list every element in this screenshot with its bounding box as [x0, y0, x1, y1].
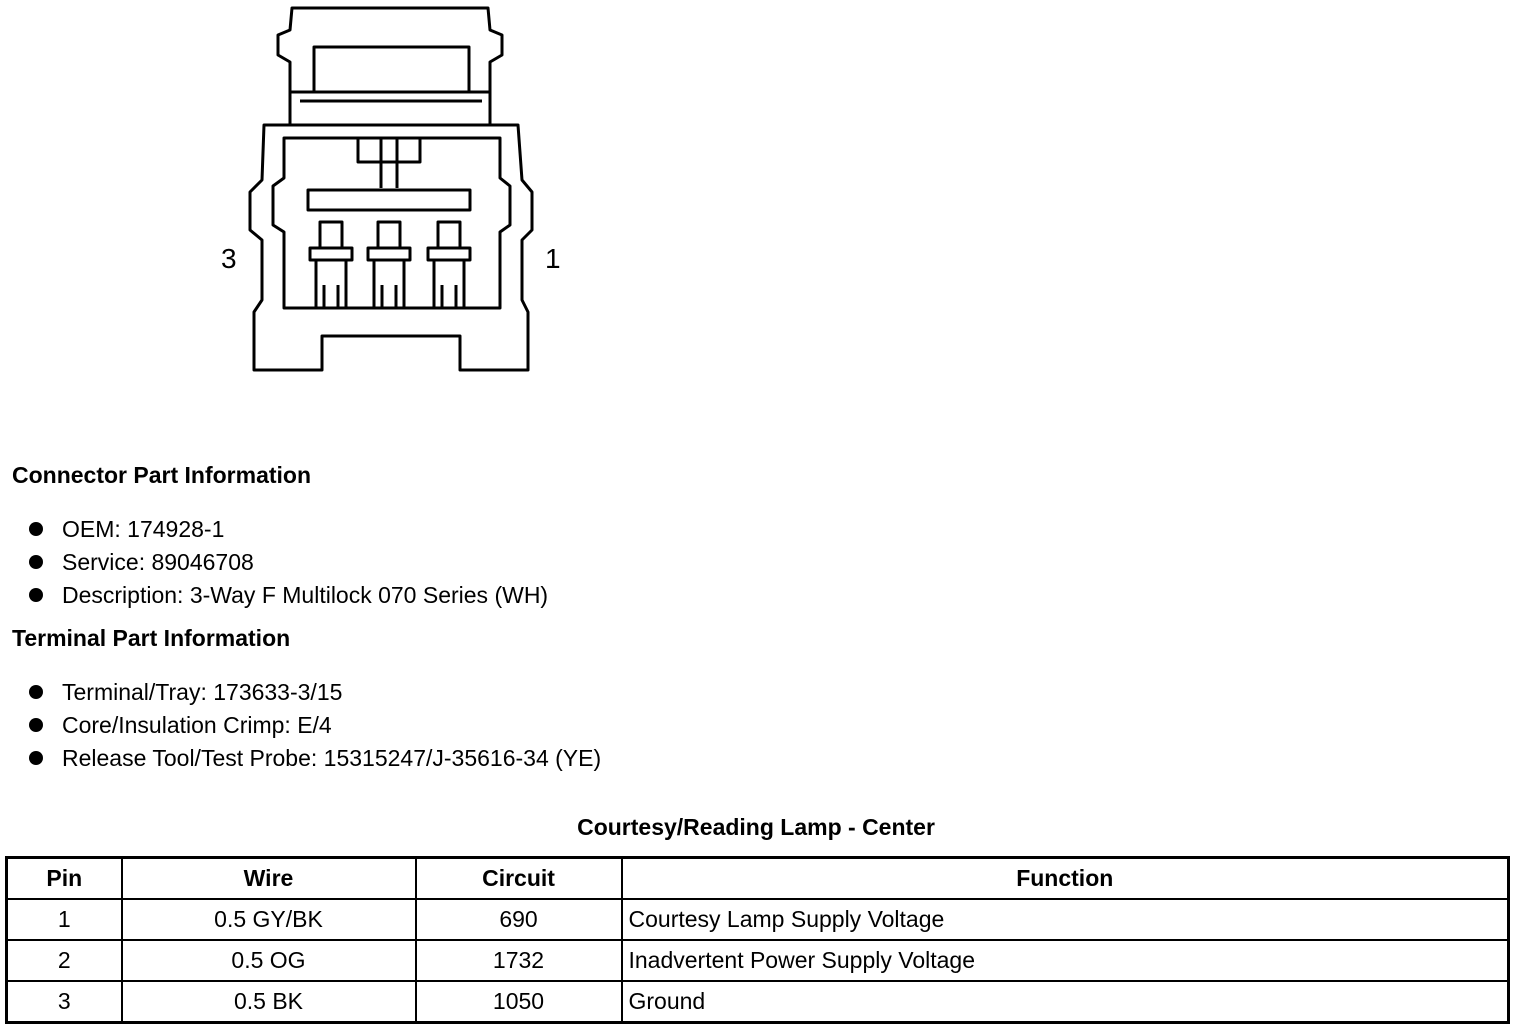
- table-header-row: [7, 858, 1509, 900]
- bullet-icon: [29, 588, 43, 602]
- connector-info-list: [28, 513, 548, 612]
- cell-pin: 2: [7, 940, 122, 981]
- latch-window: [314, 47, 469, 92]
- list-item-text: Terminal/Tray: 173633-3/15: [62, 679, 343, 705]
- list-item-text: OEM: 174928-1: [62, 516, 225, 542]
- cell-pin: 3: [7, 981, 122, 1023]
- table-row: [7, 940, 1509, 981]
- connector-diagram: [0, 0, 620, 400]
- terminal-info-list: [28, 676, 601, 775]
- list-item-text: Description: 3-Way F Multilock 070 Series (WH): [62, 582, 549, 608]
- table-title: Courtesy/Reading Lamp - Center: [577, 814, 935, 840]
- list-item: [28, 709, 601, 742]
- header-function: Function: [622, 858, 1509, 900]
- cell-function: Inadvertent Power Supply Voltage: [622, 940, 1509, 981]
- list-item: [28, 579, 548, 612]
- cell-circuit: 690: [416, 899, 622, 940]
- pin-table: [5, 856, 1510, 1024]
- list-item-text: Service: 89046708: [62, 549, 254, 575]
- bullet-icon: [29, 685, 43, 699]
- table-row: [7, 899, 1509, 940]
- cell-wire: 0.5 GY/BK: [122, 899, 416, 940]
- pin-label-right: 1: [545, 243, 561, 274]
- list-item: [28, 676, 601, 709]
- list-item-text: Release Tool/Test Probe: 15315247/J-35616-34 (YE): [62, 745, 602, 771]
- center-key: [358, 138, 420, 162]
- bullet-icon: [29, 751, 43, 765]
- cell-circuit: 1732: [416, 940, 622, 981]
- header-pin: Pin: [7, 858, 122, 900]
- cell-function: Courtesy Lamp Supply Voltage: [622, 899, 1509, 940]
- cell-wire: 0.5 BK: [122, 981, 416, 1023]
- pin-label-left: 3: [221, 243, 237, 274]
- list-item: [28, 513, 548, 546]
- bullet-icon: [29, 555, 43, 569]
- list-item: [28, 742, 601, 775]
- terminal-2: [368, 222, 410, 308]
- lock-bar: [308, 190, 470, 210]
- cell-circuit: 1050: [416, 981, 622, 1023]
- bullet-icon: [29, 718, 43, 732]
- terminal-1: [428, 222, 470, 308]
- terminal-3: [310, 222, 352, 308]
- header-wire: Wire: [122, 858, 416, 900]
- list-item: [28, 546, 548, 579]
- header-circuit: Circuit: [416, 858, 622, 900]
- terminal-info-heading: Terminal Part Information: [12, 625, 291, 651]
- table-row: [7, 981, 1509, 1023]
- list-item-text: Core/Insulation Crimp: E/4: [62, 712, 332, 738]
- cell-pin: 1: [7, 899, 122, 940]
- cell-wire: 0.5 OG: [122, 940, 416, 981]
- connector-info-heading: Connector Part Information: [12, 462, 312, 488]
- bullet-icon: [29, 522, 43, 536]
- cell-function: Ground: [622, 981, 1509, 1023]
